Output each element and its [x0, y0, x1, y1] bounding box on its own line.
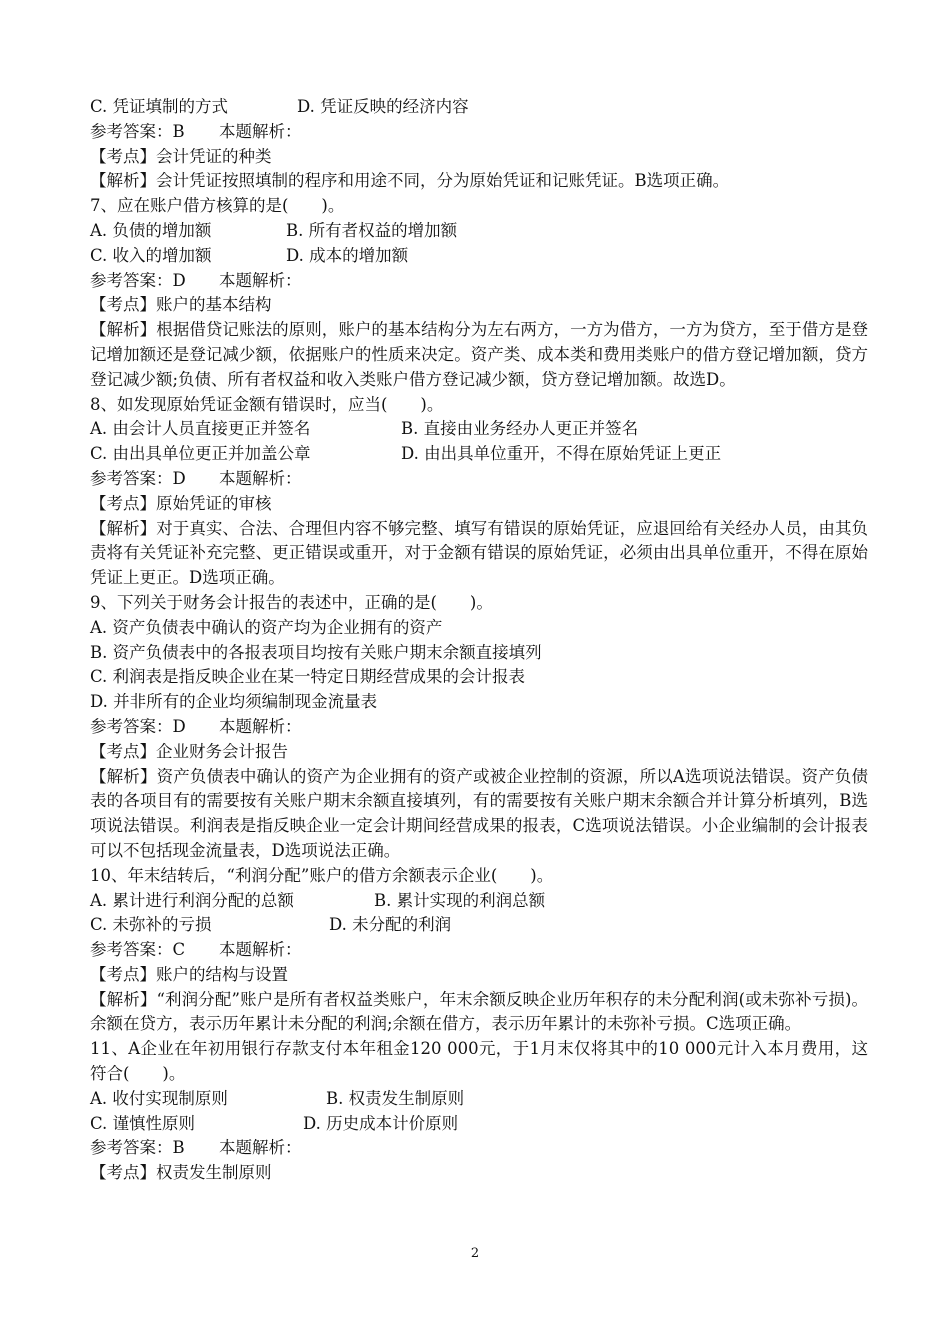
option-c: C. 收入的增加额	[90, 245, 212, 265]
option-d: D. 由出具单位重开，不得在原始凭证上更正	[401, 444, 722, 464]
answer-label: 参考答案：D	[90, 716, 186, 736]
question-11: 11、A企业在年初用银行存款支付本年租金120 000元，于1月末仅将其中的10 000元计入本月费用，这符合( )。	[90, 1039, 868, 1084]
answer-label: 参考答案：D	[90, 468, 186, 488]
question-10: 10、年末结转后，“利润分配”账户的借方余额表示企业( )。	[90, 865, 554, 885]
option-c: C. 谨慎性原则	[90, 1113, 196, 1133]
option-a: A. 收付实现制原则	[90, 1088, 228, 1108]
option-d: D. 凭证反映的经济内容	[297, 97, 469, 116]
topic-line: 【考点】账户的基本结构	[90, 295, 272, 315]
option-d: D. 并非所有的企业均须编制现金流量表	[90, 692, 378, 712]
analysis-paragraph: 【解析】资产负债表中确认的资产为企业拥有的资产或被企业控制的资源，所以A选项说法错误。资产负债表的各项目有的需要按有关账户期末余额直接填列，有的需要按有关账户期末余额合并计算分析填列，B选项说法错误。利润表是指反映企业一定会计期间经营成果的报表，C选项说法错误。小企业编制的会计报表可以不包括现金流量表，D选项说法正确。	[90, 766, 868, 860]
option-d: D. 未分配的利润	[329, 915, 452, 935]
option-line	[90, 913, 868, 938]
option-a: A. 资产负债表中确认的资产均为企业拥有的资产	[90, 617, 443, 637]
analysis-paragraph: 【解析】根据借贷记账法的原则，账户的基本结构分为左右两方，一方为借方，一方为贷方，至于借方是登记增加额还是登记减少额，依据账户的性质来决定。资产类、成本类和费用类账户的借方登记增加额，贷方登记减少额;负债、所有者权益和收入类账户借方登记减少额，贷方登记增加额。故选D。	[90, 320, 868, 389]
answer-line	[90, 120, 868, 145]
explanation-label: 本题解析：	[219, 940, 302, 960]
topic-line: 【考点】权责发生制原则	[90, 1163, 272, 1183]
option-line	[90, 889, 868, 914]
page-number: 2	[470, 1246, 480, 1261]
question-9: 9、下列关于财务会计报告的表述中，正确的是( )。	[90, 592, 493, 612]
option-d: D. 成本的增加额	[286, 245, 409, 265]
option-b: B. 所有者权益的增加额	[286, 220, 458, 240]
option-b: B. 权责发生制原则	[326, 1088, 465, 1108]
analysis-paragraph: 【解析】会计凭证按照填制的程序和用途不同，分为原始凭证和记账凭证。B选项正确。	[90, 171, 730, 191]
explanation-label: 本题解析：	[219, 716, 302, 736]
answer-label: 参考答案：B	[90, 121, 185, 141]
answer-label: 参考答案：D	[90, 270, 186, 290]
option-line	[90, 219, 868, 244]
answer-line	[90, 1136, 868, 1161]
question-7: 7、应在账户借方核算的是( )。	[90, 196, 345, 216]
option-d: D. 历史成本计价原则	[303, 1113, 459, 1133]
answer-label: 参考答案：C	[90, 940, 186, 960]
option-a: A. 负债的增加额	[90, 220, 212, 240]
topic-line: 【考点】原始凭证的审核	[90, 493, 272, 513]
option-a: A. 由会计人员直接更正并签名	[90, 419, 311, 439]
question-8: 8、如发现原始凭证金额有错误时，应当( )。	[90, 394, 444, 414]
answer-line	[90, 467, 868, 492]
option-c: C. 由出具单位更正并加盖公章	[90, 444, 311, 464]
explanation-label: 本题解析：	[219, 1138, 302, 1158]
option-line	[90, 1112, 868, 1137]
answer-line	[90, 938, 868, 963]
option-c: C. 利润表是指反映企业在某一特定日期经营成果的会计报表	[90, 667, 526, 687]
explanation-label: 本题解析：	[219, 468, 302, 488]
topic-line: 【考点】账户的结构与设置	[90, 964, 288, 984]
answer-line	[90, 715, 868, 740]
option-b: B. 累计实现的利润总额	[374, 890, 546, 910]
option-line	[90, 244, 868, 269]
option-c: C. 凭证填制的方式	[90, 97, 229, 116]
page-content	[90, 95, 868, 1186]
option-c: C. 未弥补的亏损	[90, 915, 212, 935]
option-a: A. 累计进行利润分配的总额	[90, 890, 294, 910]
option-b: B. 直接由业务经办人更正并签名	[401, 419, 639, 439]
option-line	[90, 95, 868, 120]
option-line	[90, 417, 868, 442]
option-line	[90, 442, 868, 467]
analysis-paragraph: 【解析】对于真实、合法、合理但内容不够完整、填写有错误的原始凭证，应退回给有关经办人员，由其负责将有关凭证补充完整、更正错误或重开，对于金额有错误的原始凭证，必须由出具单位重开，不得在原始凭证上更正。D选项正确。	[90, 518, 868, 588]
analysis-paragraph: 【解析】“利润分配”账户是所有者权益类账户，年末余额反映企业历年积存的未分配利润(或未弥补亏损)。余额在贷方，表示历年累计未分配的利润;余额在借方，表示历年累计的未弥补亏损。C选项正确。	[90, 989, 868, 1034]
topic-line: 【考点】企业财务会计报告	[90, 741, 288, 761]
answer-label: 参考答案：B	[90, 1138, 185, 1158]
option-b: B. 资产负债表中的各报表项目均按有关账户期末余额直接填列	[90, 642, 542, 662]
explanation-label: 本题解析：	[219, 270, 302, 290]
answer-line	[90, 269, 868, 294]
explanation-label: 本题解析：	[219, 121, 302, 141]
option-line	[90, 1087, 868, 1112]
topic-line: 【考点】会计凭证的种类	[90, 146, 272, 166]
